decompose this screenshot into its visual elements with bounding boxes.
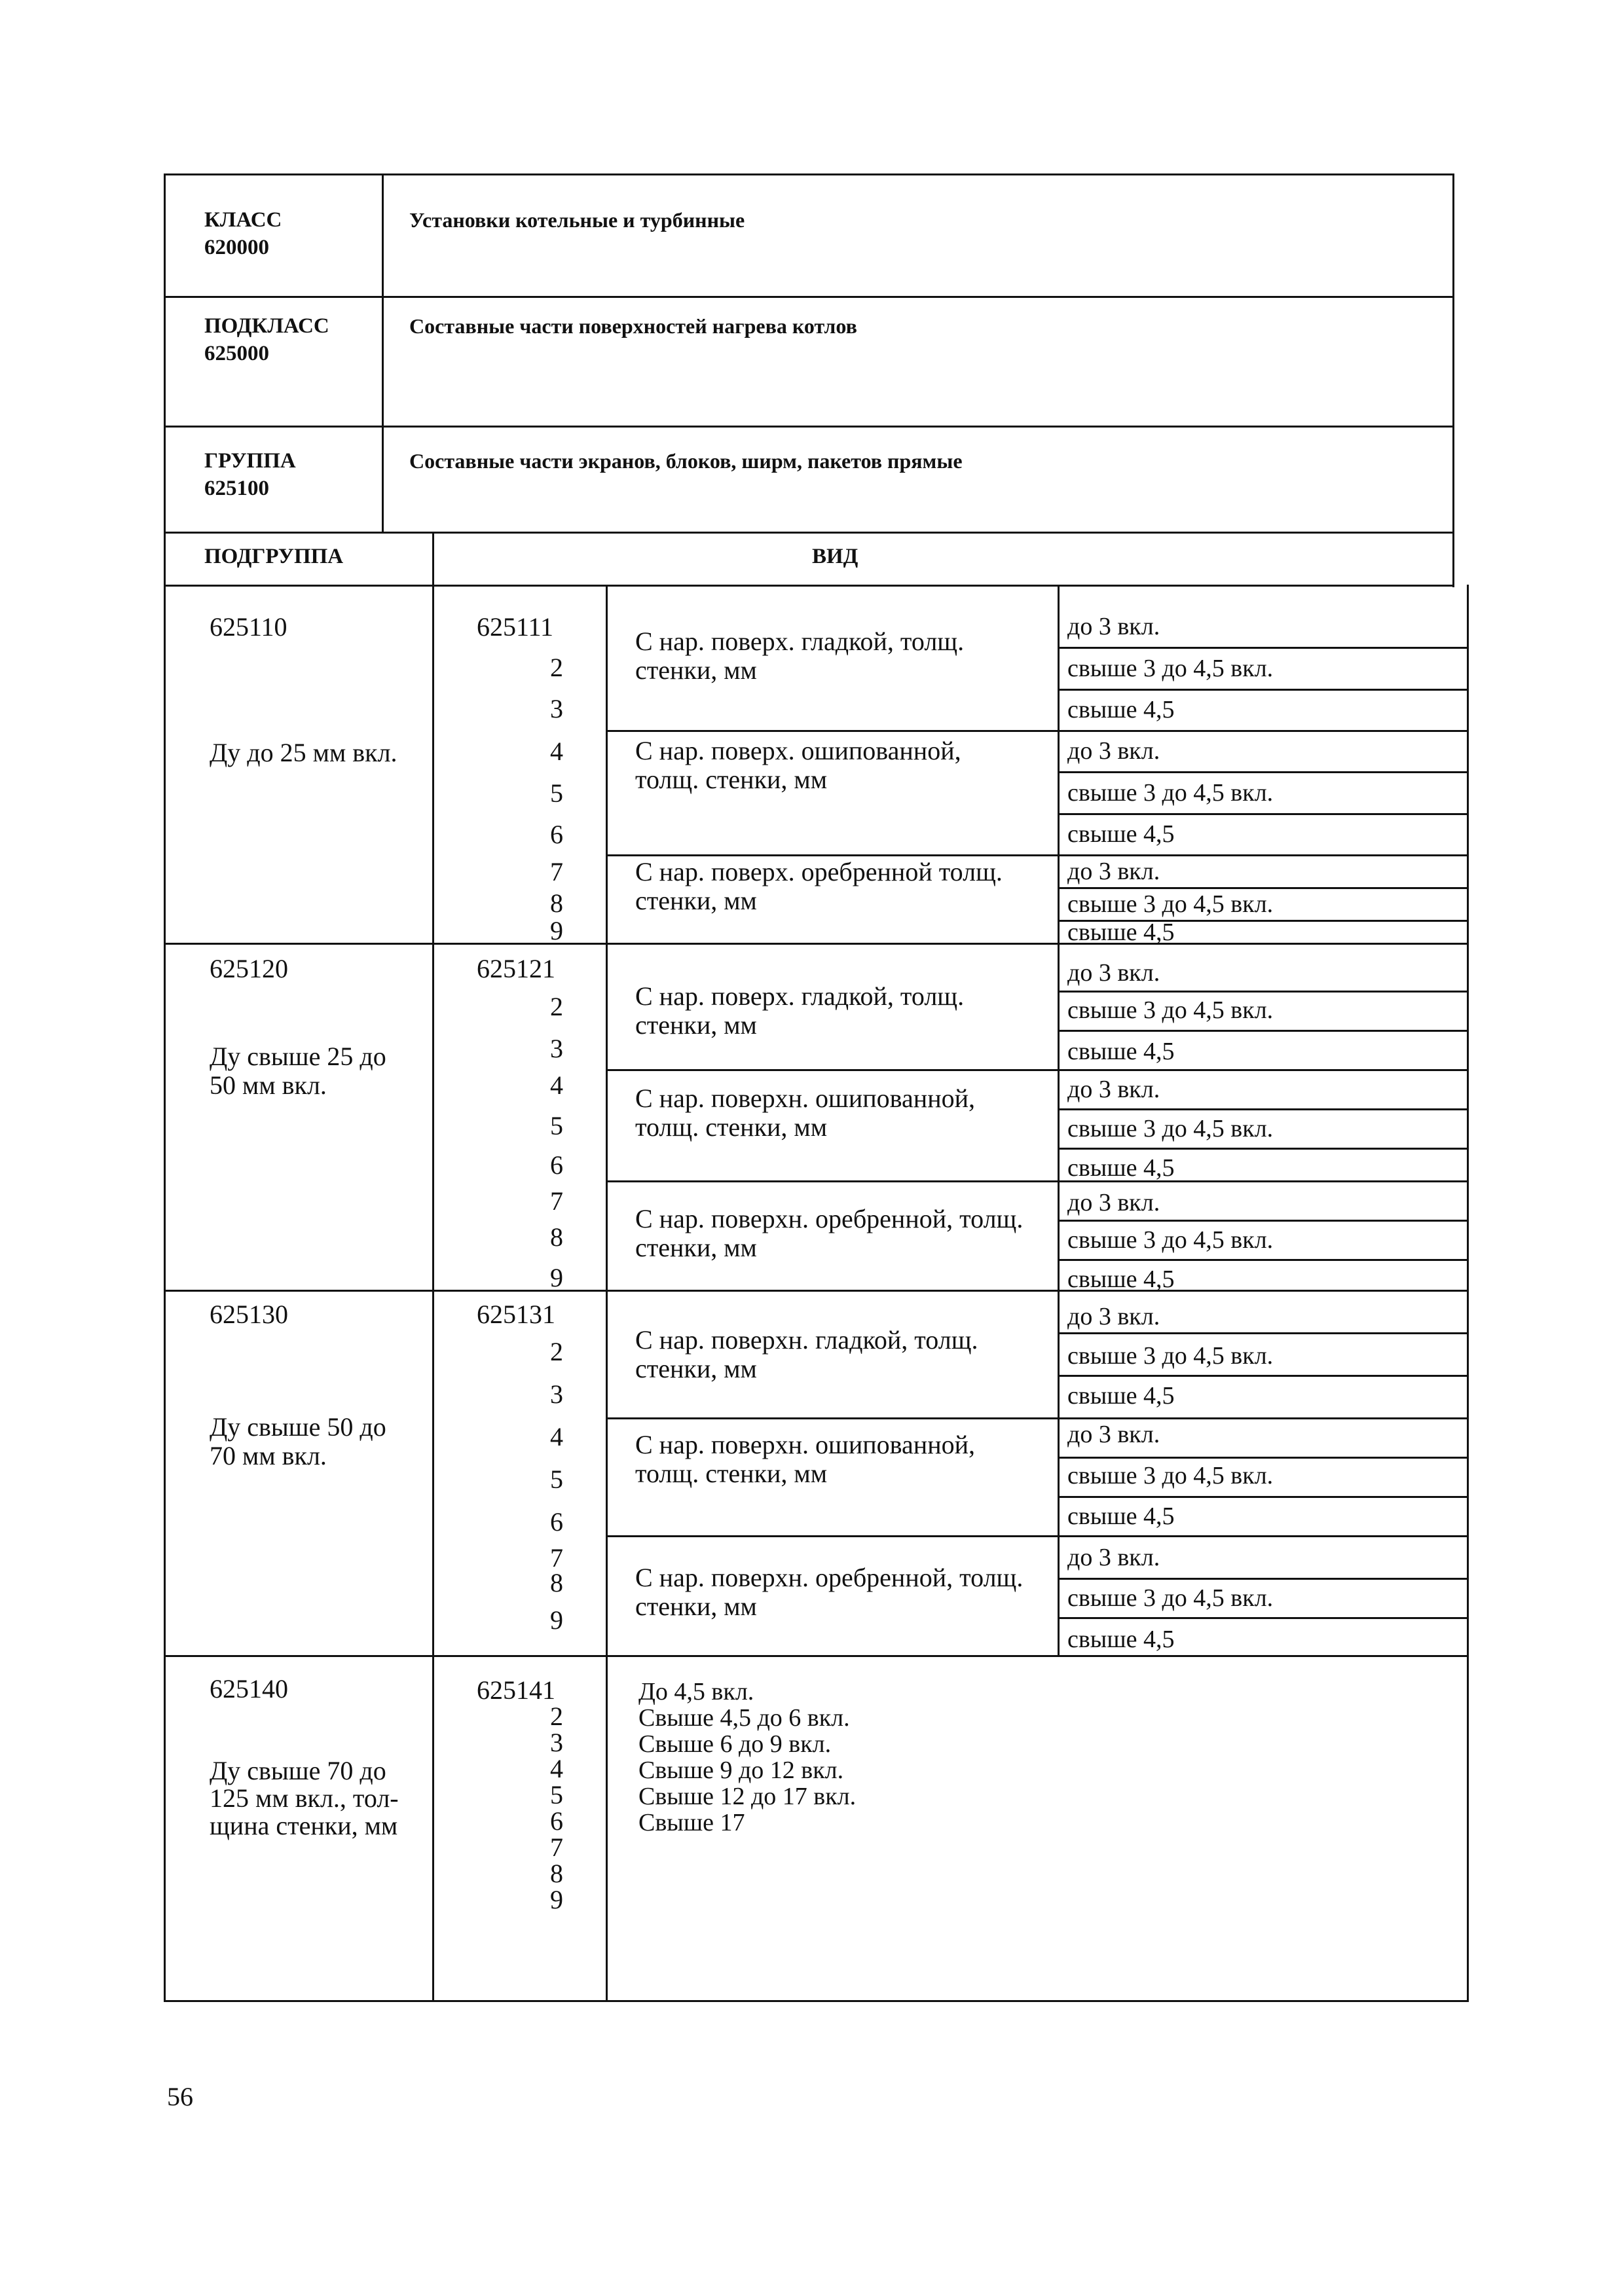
vid-num: 8: [550, 1859, 563, 1888]
rule: [164, 2000, 1469, 2002]
rule: [1452, 173, 1454, 587]
vid-num: 3: [550, 1034, 563, 1063]
range: до 3 вкл.: [1067, 959, 1160, 987]
klass-label: КЛАСС: [204, 208, 282, 232]
rule: [164, 173, 1452, 175]
vid-num: 625141: [477, 1675, 555, 1705]
vid-num: 2: [550, 653, 563, 682]
vid-num: 625111: [477, 612, 554, 642]
vid-num: 9: [550, 1885, 563, 1914]
vid-num: 2: [550, 1337, 563, 1366]
list-item: До 4,5 вкл.: [638, 1678, 754, 1705]
range: до 3 вкл.: [1067, 1189, 1160, 1216]
vid-num: 6: [550, 1806, 563, 1836]
rule: [164, 173, 166, 2000]
vid-num: 6: [550, 1507, 563, 1537]
vid-num: 7: [550, 1832, 563, 1862]
vid-num: 625121: [477, 954, 555, 983]
vid-num: 2: [550, 1702, 563, 1731]
type-desc: С нар. поверхн. оребренной, толщ. стенки, мм: [635, 1204, 1024, 1262]
rule: [164, 426, 1452, 428]
rule: [432, 532, 434, 2000]
vid-num: 5: [550, 1465, 563, 1494]
rule: [1467, 585, 1469, 2000]
subgroup-name-line: щина стенки, мм: [210, 1811, 398, 1840]
col-header-vid: ВИД: [812, 545, 858, 568]
vid-num: 4: [550, 737, 563, 766]
rule: [164, 1290, 1467, 1292]
range: свыше 3 до 4,5 вкл.: [1067, 890, 1274, 918]
range: свыше 3 до 4,5 вкл.: [1067, 779, 1274, 807]
subgroup-code: 625120: [210, 954, 288, 983]
vid-num: 9: [550, 916, 563, 945]
subgroup-name: Ду до 25 мм вкл.: [210, 738, 397, 767]
vid-num: 4: [550, 1422, 563, 1451]
type-desc: С нар. поверх. гладкой, толщ. стенки, мм: [635, 981, 965, 1040]
gruppa-code: 625100: [204, 477, 269, 500]
range: свыше 3 до 4,5 вкл.: [1067, 1226, 1274, 1254]
col-header-podgruppa: ПОДГРУППА: [204, 545, 344, 568]
range: свыше 4,5: [1067, 1038, 1175, 1065]
vid-num: 625131: [477, 1300, 555, 1329]
range: свыше 3 до 4,5 вкл.: [1067, 1584, 1274, 1612]
vid-num: 2: [550, 992, 563, 1021]
rule: [164, 532, 1452, 534]
rule: [164, 585, 1452, 587]
type-desc: С нар. поверхн. оребренной, толщ. стенки, мм: [635, 1563, 1024, 1621]
subgroup-name: Ду свыше 50 до 70 мм вкл.: [210, 1412, 386, 1470]
subgroup-code: 625130: [210, 1300, 288, 1329]
type-desc: С нар. поверх. оребренной толщ. стенки, мм: [635, 857, 1003, 915]
page-number: 56: [167, 2082, 193, 2111]
range: свыше 4,5: [1067, 696, 1175, 723]
range: свыше 3 до 4,5 вкл.: [1067, 1115, 1274, 1142]
subgroup-name-line: Ду свыше 70 до: [210, 1756, 386, 1785]
range: свыше 4,5: [1067, 820, 1175, 848]
rule: [1058, 585, 1060, 1655]
vid-num: 3: [550, 694, 563, 723]
list-item: Свыше 17: [638, 1809, 745, 1836]
range: свыше 4,5: [1067, 1154, 1175, 1182]
vid-num: 5: [550, 1780, 563, 1810]
vid-num: 3: [550, 1728, 563, 1757]
range: до 3 вкл.: [1067, 737, 1160, 765]
rule: [164, 296, 1452, 298]
klass-text: Установки котельные и турбинные: [409, 208, 745, 232]
subgroup-code: 625140: [210, 1674, 288, 1704]
vid-num: 6: [550, 820, 563, 849]
range: свыше 4,5: [1067, 919, 1175, 946]
vid-num: 5: [550, 778, 563, 808]
range: свыше 3 до 4,5 вкл.: [1067, 1342, 1274, 1370]
rule: [164, 943, 1467, 945]
range: свыше 4,5: [1067, 1503, 1175, 1530]
type-desc: С нар. поверхн. гладкой, толщ. стенки, мм: [635, 1325, 978, 1383]
range: до 3 вкл.: [1067, 1303, 1160, 1330]
vid-num: 7: [550, 1186, 563, 1216]
range: до 3 вкл.: [1067, 1421, 1160, 1448]
gruppa-text: Составные части экранов, блоков, ширм, пакетов прямые: [409, 449, 963, 473]
vid-num: 7: [550, 857, 563, 886]
range: до 3 вкл.: [1067, 858, 1160, 885]
vid-num: 8: [550, 1222, 563, 1252]
list-item: Свыше 9 до 12 вкл.: [638, 1757, 844, 1784]
podklass-text: Составные части поверхностей нагрева котлов: [409, 314, 857, 338]
vid-num: 5: [550, 1111, 563, 1140]
podklass-code: 625000: [204, 342, 269, 365]
range: свыше 3 до 4,5 вкл.: [1067, 655, 1274, 682]
range: свыше 4,5: [1067, 1626, 1175, 1653]
subgroup-name: Ду свыше 25 до 50 мм вкл.: [210, 1042, 386, 1100]
rule: [382, 173, 384, 532]
type-desc: С нар. поверхн. ошипованной, толщ. стенки, мм: [635, 1430, 976, 1488]
vid-num: 4: [550, 1754, 563, 1783]
range: свыше 3 до 4,5 вкл.: [1067, 996, 1274, 1024]
klass-code: 620000: [204, 236, 269, 259]
rule: [606, 585, 608, 2000]
rule: [164, 1655, 1467, 1657]
podklass-label: ПОДКЛАСС: [204, 314, 329, 338]
type-desc: С нар. поверх. ошипованной, толщ. стенки, мм: [635, 736, 961, 794]
range: до 3 вкл.: [1067, 1544, 1160, 1571]
list-item: Свыше 12 до 17 вкл.: [638, 1783, 857, 1810]
range: до 3 вкл.: [1067, 1076, 1160, 1103]
vid-num: 8: [550, 1568, 563, 1597]
vid-num: 7: [550, 1543, 563, 1573]
vid-num: 4: [550, 1070, 563, 1100]
type-desc: С нар. поверхн. ошипованной, толщ. стенки, мм: [635, 1084, 976, 1142]
vid-num: 8: [550, 888, 563, 918]
vid-num: 3: [550, 1379, 563, 1409]
vid-num: 6: [550, 1150, 563, 1180]
range: свыше 3 до 4,5 вкл.: [1067, 1462, 1274, 1489]
range: свыше 4,5: [1067, 1382, 1175, 1410]
list-item: Свыше 6 до 9 вкл.: [638, 1730, 832, 1758]
subgroup-code: 625110: [210, 612, 287, 642]
range: до 3 вкл.: [1067, 613, 1160, 640]
vid-num: 9: [550, 1605, 563, 1635]
subgroup-name-line: 125 мм вкл., тол-: [210, 1783, 399, 1813]
gruppa-label: ГРУППА: [204, 449, 296, 473]
list-item: Свыше 4,5 до 6 вкл.: [638, 1704, 850, 1732]
type-desc: С нар. поверх. гладкой, толщ. стенки, мм: [635, 627, 965, 685]
vid-num: 9: [550, 1263, 563, 1292]
range: свыше 4,5: [1067, 1266, 1175, 1293]
